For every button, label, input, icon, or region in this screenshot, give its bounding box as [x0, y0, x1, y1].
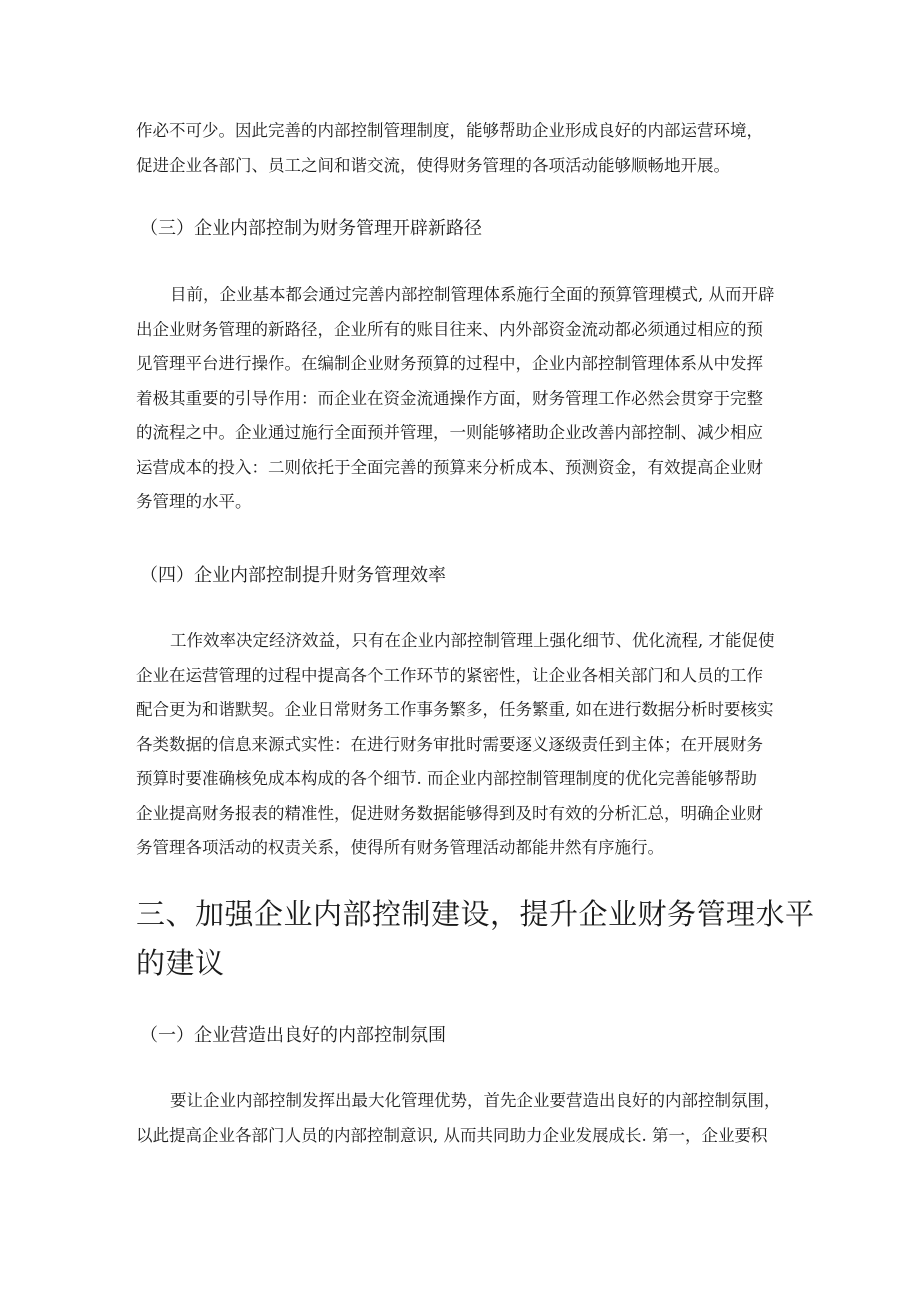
paragraph-section-1 [136, 1084, 786, 1153]
text-line: 作必不可少。因此完善的内部控制管理制度，能够帮助企业形成良好的内部运营环境， [136, 121, 763, 140]
paragraph-section-4 [136, 624, 786, 866]
text-line: 运营成本的投入：二则依托于全面完善的预算来分析成本、预测资金，有效提高企业财 [136, 457, 763, 477]
section-heading-1 [140, 1022, 790, 1050]
text-line: 见管理平台进行操作。在编制企业财务预算的过程中，企业内部控制管理体系从中发挥 [136, 354, 763, 373]
text-line: 着极其重要的引导作用：而企业在资金流通操作方面，财务管理工作必然会贯穿于完整 [136, 388, 763, 408]
paragraph-text [136, 114, 786, 183]
text-line: 企业提高财务报表的精准性，促进财务数据能够得到及时有效的分析汇总，明确企业财 [136, 803, 763, 823]
chapter-title-line: 的建议 [136, 946, 225, 980]
text-line: 出企业财务管理的新路径，企业所有的账目往来、内外部资金流动都必须通过相应的预 [136, 319, 763, 339]
section-title: （四）企业内部控制提升财务管理效率 [140, 565, 446, 586]
paragraph-text [136, 624, 786, 866]
paragraph-text [136, 1084, 786, 1153]
text-line: 工作效率决定经济效益，只有在企业内部控制管理上强化细节、优化流程, 才能促使 [170, 631, 775, 650]
text-line: 企业在运营管理的过程中提高各个工作环节的紧密性，让企业各相关部门和人员的工作 [136, 665, 763, 685]
text-line: 配合更为和谐默契。企业日常财务工作事务繁多，任务繁重, 如在进行数据分析时要核实 [136, 700, 774, 719]
text-line: 促进企业各部门、员工之间和谐交流，使得财务管理的各项活动能够顺畅地开展。 [136, 155, 730, 175]
section-title: （三）企业内部控制为财务管理开辟新路径 [140, 218, 482, 239]
text-line: 务管理的水平。 [136, 492, 252, 511]
paragraph-text [136, 278, 786, 520]
text-line: 各类数据的信息来源式实性：在进行财务审批时需要逐义逐级责任到主体；在开展财务 [136, 734, 763, 754]
paragraph-intro-end [136, 114, 786, 183]
section-heading-4 [140, 562, 790, 590]
text-line: 要让企业内部控制发挥出最大化管理优势，首先企业要营造出良好的内部控制氛围， [170, 1091, 781, 1110]
chapter-title [136, 890, 815, 988]
text-line: 务管理各项活动的权责关系，使得所有财务管理活动都能井然有序施行。 [136, 838, 664, 857]
text-line: 目前，企业基本都会通过完善内部控制管理体系施行全面的预算管理模式, 从而开辟 [170, 285, 775, 304]
chapter-title-line: 三、加强企业内部控制建设，提升企业财务管理水平 [136, 897, 815, 931]
text-line: 预算时要准确核免成本构成的各个细节. 而企业内部控制管理制度的优化完善能够帮助 [136, 769, 757, 788]
chapter-heading-3 [136, 890, 815, 988]
text-line: 的流程之中。企业通过施行全面预并管理，一则能够褚助企业改善内部控制、减少相应 [136, 423, 763, 442]
text-line: 以此提高企业各部门人员的内部控制意识, 从而共同助力企业发展成长. 第一，企业要积 [136, 1125, 768, 1145]
section-heading-3 [140, 215, 790, 243]
section-title: （一）企业营造出良好的内部控制氛围 [140, 1025, 446, 1046]
paragraph-section-3 [136, 278, 786, 520]
